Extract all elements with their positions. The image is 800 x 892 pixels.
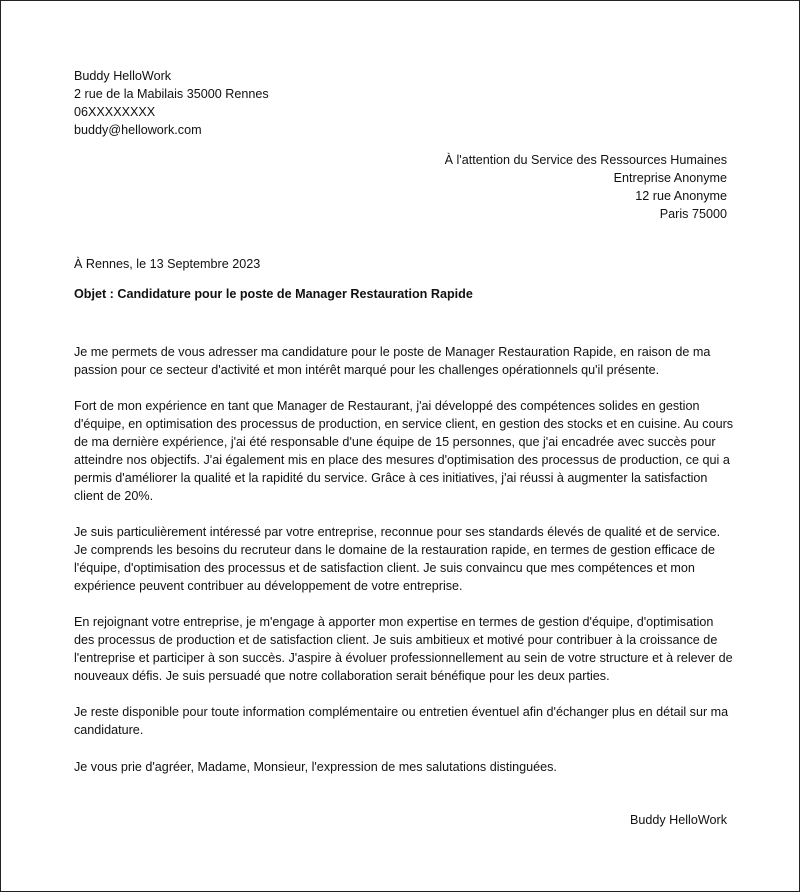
- recipient-attention: À l'attention du Service des Ressources Humaines: [444, 153, 727, 167]
- sender-phone: 06XXXXXXXX: [74, 105, 156, 119]
- letter-closing: Je vous prie d'agréer, Madame, Monsieur, l'expression de mes salutations distinguées.: [74, 760, 557, 774]
- body-paragraph: En rejoignant votre entreprise, je m'engage à apporter mon expertise en termes de gestion d'équipe, d'optimisation des processus de production et de satisfaction client. Je suis ambitieux et motivé pour contribuer à la croissance de l'entreprise et participer à son succès. J'aspire à évoluer professionnellement au sein de votre structure et à relever de nouveaux défis. Je suis persuadé que notre collaboration serait bénéfique pour les deux parties.: [74, 615, 733, 683]
- sender-name: Buddy HelloWork: [74, 69, 172, 83]
- sender-email: buddy@hellowork.com: [74, 123, 202, 137]
- letter-subject: Objet : Candidature pour le poste de Manager Restauration Rapide: [74, 287, 473, 301]
- recipient-street: 12 rue Anonyme: [635, 189, 727, 203]
- letter-date: À Rennes, le 13 Septembre 2023: [74, 257, 261, 271]
- body-paragraph: Je me permets de vous adresser ma candidature pour le poste de Manager Restauration Rapide, en raison de ma passion pour ce secteur d'activité et mon intérêt marqué pour les challenges opérationnels qu'il présente.: [74, 345, 711, 377]
- body-paragraph: Je reste disponible pour toute information complémentaire ou entretien éventuel afin d'échanger plus en détail sur ma candidature.: [74, 705, 729, 737]
- recipient-block: [445, 151, 727, 223]
- recipient-company: Entreprise Anonyme: [613, 171, 727, 185]
- recipient-city: Paris 75000: [659, 207, 727, 221]
- body-paragraph: Je suis particulièrement intéressé par votre entreprise, reconnue pour ses standards élevés de qualité et de service. Je comprends les besoins du recruteur dans le domaine de la restauration rapide, en termes de gestion efficace de l'équipe, d'optimisation des processus et de satisfaction client. Je suis convaincu que mes compétences et mon expérience peuvent contribuer au développement de votre entreprise.: [74, 525, 721, 593]
- letter-body: [74, 343, 734, 757]
- letter-signature: Buddy HelloWork: [629, 813, 727, 827]
- body-paragraph: Fort de mon expérience en tant que Manager de Restaurant, j'ai développé des compétences solides en gestion d'équipe, en optimisation des processus de production, en service client, en gestion des stocks et en cuisine. Au cours de ma dernière expérience, j'ai été responsable d'une équipe de 15 personnes, que j'ai encadrée avec succès pour atteindre nos objectifs. J'ai également mis en place des mesures d'optimisation des processus de production, ce qui a permis d'améliorer la qualité et la rapidité du service. Grâce à ces initiatives, j'ai réussi à augmenter la satisfaction client de 20%.: [74, 399, 734, 503]
- sender-block: [74, 67, 269, 139]
- sender-address: 2 rue de la Mabilais 35000 Rennes: [74, 87, 269, 101]
